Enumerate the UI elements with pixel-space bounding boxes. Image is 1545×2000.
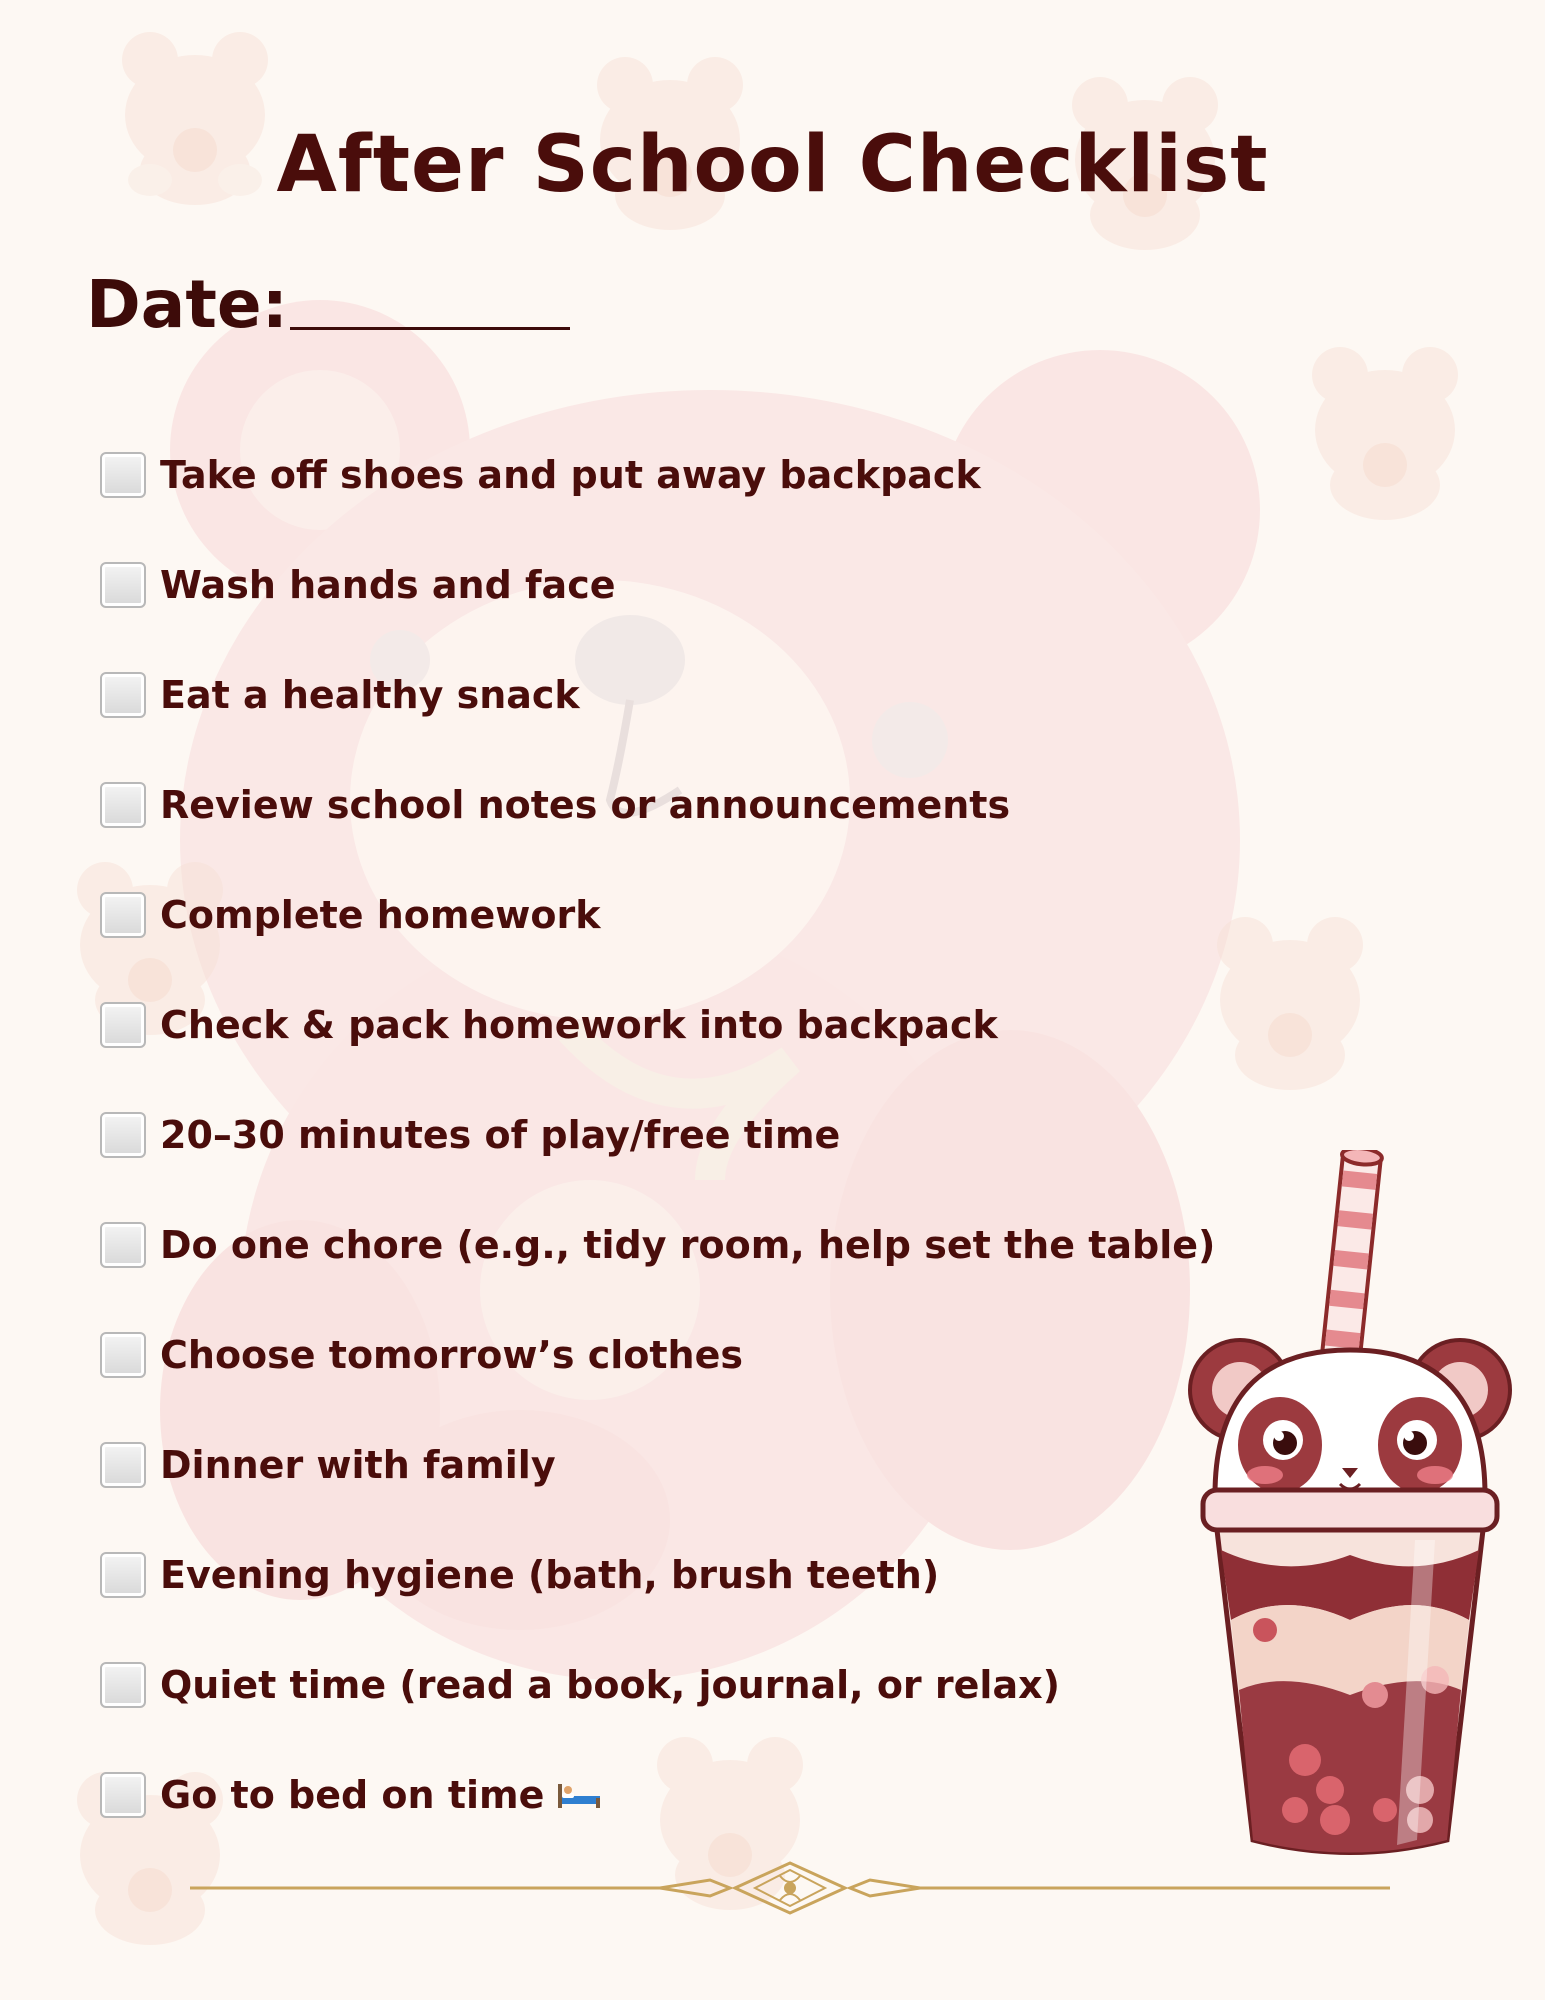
checklist	[100, 420, 1215, 1850]
mini-bear-icon	[1205, 905, 1375, 1095]
checklist-item	[100, 1630, 1215, 1740]
date-field	[86, 266, 570, 343]
checkbox-icon[interactable]	[100, 452, 146, 498]
checkbox-icon[interactable]	[100, 672, 146, 718]
checkbox-icon[interactable]	[100, 1002, 146, 1048]
checkbox-icon[interactable]	[100, 1332, 146, 1378]
checklist-item	[100, 860, 1215, 970]
bed-icon	[556, 1780, 602, 1810]
checklist-item-label: Dinner with family	[160, 1443, 556, 1487]
checklist-item	[100, 1740, 1215, 1850]
checkbox-icon[interactable]	[100, 892, 146, 938]
checklist-item	[100, 750, 1215, 860]
checklist-item-label: Go to bed on time	[160, 1773, 545, 1817]
checkbox-icon[interactable]	[100, 562, 146, 608]
checklist-item-label: Do one chore (e.g., tidy room, help set the table)	[160, 1223, 1216, 1267]
checklist-item	[100, 970, 1215, 1080]
checklist-item	[100, 1190, 1215, 1300]
checklist-item-label: Quiet time (read a book, journal, or relax)	[160, 1663, 1060, 1707]
checklist-item	[100, 1300, 1215, 1410]
checkbox-icon[interactable]	[100, 1222, 146, 1268]
checkbox-icon[interactable]	[100, 1662, 146, 1708]
checklist-item-label: Complete homework	[160, 893, 601, 937]
checklist-item	[100, 530, 1215, 640]
checklist-item-label: Evening hygiene (bath, brush teeth)	[160, 1553, 940, 1597]
checklist-item	[100, 1520, 1215, 1630]
checklist-item-label: Check & pack homework into backpack	[160, 1003, 998, 1047]
checklist-item	[100, 1080, 1215, 1190]
date-label: Date:	[86, 266, 289, 343]
mini-bear-icon	[1300, 335, 1470, 525]
gold-ornament-divider	[190, 1858, 1390, 1918]
checklist-item-label: Eat a healthy snack	[160, 673, 580, 717]
checkbox-icon[interactable]	[100, 1112, 146, 1158]
page-title: After School Checklist	[276, 120, 1269, 210]
checkbox-icon[interactable]	[100, 1772, 146, 1818]
checkbox-icon[interactable]	[100, 1442, 146, 1488]
checklist-item-label: Take off shoes and put away backpack	[160, 453, 981, 497]
checklist-item-label: 20–30 minutes of play/free time	[160, 1113, 841, 1157]
panda-boba-tea-illustration	[1185, 1150, 1515, 1870]
checklist-item	[100, 640, 1215, 750]
date-blank-line[interactable]	[290, 327, 570, 330]
checklist-item-label: Wash hands and face	[160, 563, 616, 607]
checklist-item	[100, 1410, 1215, 1520]
checkbox-icon[interactable]	[100, 782, 146, 828]
checklist-item	[100, 420, 1215, 530]
checklist-item-label: Review school notes or announcements	[160, 783, 1011, 827]
checkbox-icon[interactable]	[100, 1552, 146, 1598]
checklist-item-label: Choose tomorrow’s clothes	[160, 1333, 743, 1377]
